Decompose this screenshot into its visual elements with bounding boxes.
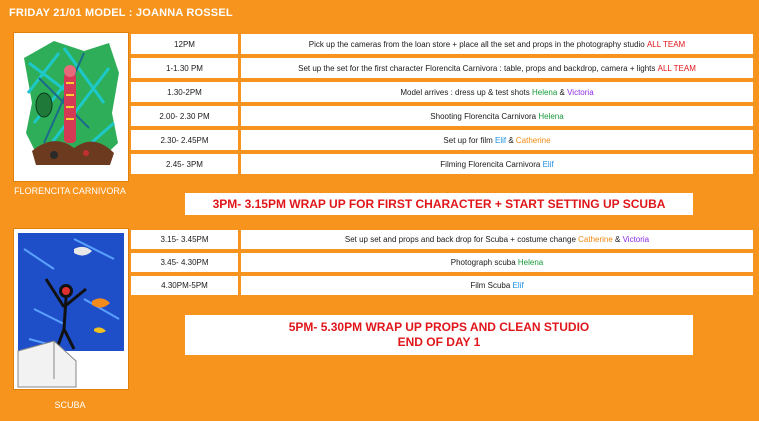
task-text: Model arrives : dress up & test shots [400,87,532,97]
assignee-name: Victoria [622,235,650,244]
task-cell [241,82,753,102]
task-text: Photograph scuba [450,258,518,267]
assignee-separator: & [612,235,623,244]
task-cell [241,276,753,295]
time-cell: 4.30PM-5PM [131,276,238,295]
time-cell: 1.30-2PM [131,82,238,102]
assignee-name: Catherine [578,235,613,244]
florencita-illustration [13,32,129,182]
task-text: Shooting Florencita Carnivora [430,111,539,121]
assignee-name: Helena [531,87,558,97]
time-cell: 12PM [131,34,238,54]
time-cell: 2.45- 3PM [131,154,238,174]
end-of-day-banner-line1: 5PM- 5.30PM WRAP UP PROPS AND CLEAN STUDIO [288,320,590,334]
character-caption-florencita: FLORENCITA CARNIVORA [14,186,126,196]
task-cell [241,106,753,126]
end-of-day-banner [185,315,693,355]
task-text: Film Scuba [470,281,513,290]
time-cell: 3.45- 4.30PM [131,253,238,272]
task-cell [241,230,753,249]
assignee-separator: & [506,135,516,145]
task-cell [241,154,753,174]
task-text: Pick up the cameras from the loan store + place all the set and props in the photography studio [308,39,647,49]
assignee-name: Elif [542,159,554,169]
time-cell: 2.30- 2.45PM [131,130,238,150]
task-cell [241,34,753,54]
character-caption-scuba: SCUBA [54,400,86,410]
end-of-day-banner-line2: END OF DAY 1 [397,335,481,349]
assignee-name: Helena [517,258,544,267]
task-cell [241,130,753,150]
time-cell: 2.00- 2.30 PM [131,106,238,126]
task-text: Filming Florencita Carnivora [440,159,543,169]
assignee-name: Victoria [567,87,594,97]
page-title: FRIDAY 21/01 MODEL : JOANNA ROSSEL [9,7,233,19]
task-text: Set up the set for the first character Florencita Carnivora : table, props and backdrop, camera + lights [298,63,658,73]
task-cell [241,253,753,272]
assignee-name: Elif [494,135,507,145]
assignee-name: Elif [512,281,524,290]
assignee-name: ALL TEAM [646,39,686,49]
assignee-name: Catherine [515,135,551,145]
time-cell: 3.15- 3.45PM [131,230,238,249]
wrap-up-banner-1 [185,193,693,215]
wrap-up-banner-1-text: 3PM- 3.15PM WRAP UP FOR FIRST CHARACTER + START SETTING UP SCUBA [212,197,666,211]
assignee-separator: & [557,87,568,97]
time-cell: 1-1.30 PM [131,58,238,78]
task-text: Set up for film [443,135,495,145]
assignee-name: ALL TEAM [657,63,696,73]
task-cell [241,58,753,78]
assignee-name: Helena [538,111,564,121]
task-text: Set up set and props and back drop for Scuba + costume change [344,235,579,244]
scuba-illustration [13,228,129,390]
